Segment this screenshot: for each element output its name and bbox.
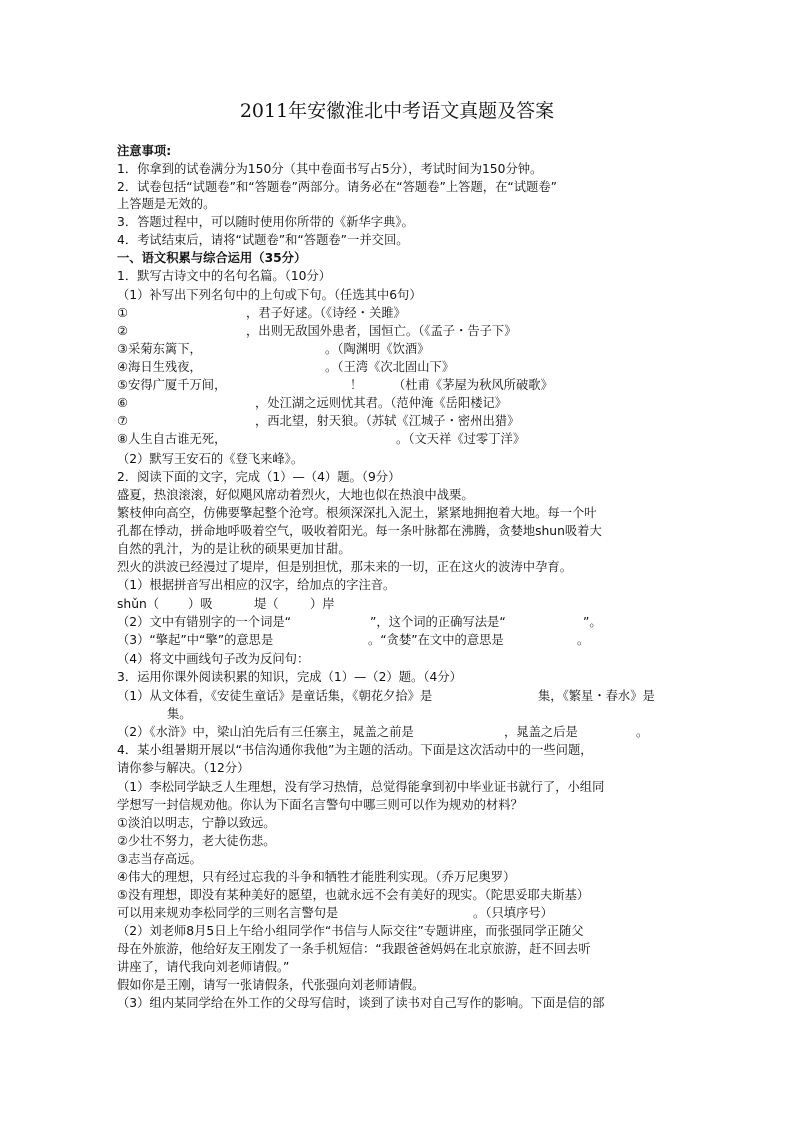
q4-s1-line: 学想写一封信规劝他。你认为下面名言警句中哪三则可以作为规劝的材料？ [117,798,523,812]
notice-item: 上答题是无效的。 [117,197,216,211]
q1-sub2: （2）默写王安石的《登飞来峰》。 [117,452,304,466]
q4-s1-line: （1）李松同学缺乏人生理想，没有学习热情，总觉得能拿到初中毕业证书就行了，小组同 [117,780,605,794]
q1-line: ③采菊东篱下， [117,342,202,356]
q1-line-mark: ！ [350,378,363,392]
q1-line: ② [117,324,129,338]
q2-sub3-c: 。 [577,633,590,647]
passage-line: 自然的乳汁，为的是让秋的硕果更加甘甜。 [117,542,351,556]
q4-s2-line: 假如你是王刚，请写一张请假条，代张强向刘老师请假。 [117,978,425,992]
pinyin-a: shǔn（ [117,597,160,611]
q1-line-tail: 。（王湾《次北固山下》 [325,360,455,374]
q3-sub1-b: 集，《繁星・春水》是 [538,689,655,703]
q3-sub2-c: 。 [636,725,649,739]
passage-line: 孔都在悸动，拼命地呼吸着空气，吸收着阳光。每一条叶脉都在沸腾，贪婪地shun吸着大 [117,524,602,538]
q1-line-tail: ，君子好逑。（《诗经・关雎》 [246,306,406,320]
q4-s2-line: （2）刘老师8月5日上午给小组同学作“书信与人际交往”专题讲座，而张强同学正随父 [117,924,584,938]
q1-line-tail: 。（陶渊明《饮酒》 [325,342,430,356]
q2-sub3-a: （3）“擎起”中“擎”的意思是 [117,633,274,647]
pinyin-b: ）吸 [188,597,213,611]
notice-item: 2．试卷包括“试题卷”和“答题卷”两部分。请务必在“答题卷”上答题，在“试题卷” [117,180,557,194]
q4-answer-a: 可以用来规劝李松同学的三则名言警句是 [117,906,339,920]
motto-item: ⑤没有理想，即没有某种美好的愿望，也就永远不会有美好的现实。（陀思妥耶夫斯基） [117,888,590,902]
q2-heading: 2．阅读下面的文字，完成（1）—（4）题。（9分） [117,470,401,484]
q1-sub1: （1）补写出下列名句中的上句或下句。（任选其中6句） [117,288,422,302]
q2-sub3-b: 。“贪婪”在文中的意思是 [368,633,504,647]
q2-sub2-c: ”。 [583,615,602,629]
passage-line: 烈火的洪波已经漫过了堤岸，但是别担忧，那未来的一切，正在这火的波涛中孕育。 [117,560,572,574]
q4-answer-b: 。（只填序号） [473,906,553,920]
q2-sub1: （1）根据拼音写出相应的汉字，给加点的字注音。 [117,578,396,592]
q3-sub1-cont: 集。 [167,707,192,721]
q1-line-tail: ，西北望，射天狼。（苏轼《江城子・密州出猎》 [255,414,520,428]
pinyin-c: 堤（ [254,597,279,611]
motto-item: ④伟大的理想，只有经过忘我的斗争和牺牲才能胜利实现。（乔万尼奥罗） [117,870,516,884]
q4-heading: 4．某小组暑期开展以“书信沟通你我他”为主题的活动。下面是这次活动中的一些问题， [117,743,593,757]
q3-sub2-b: ，晁盖之后是 [504,725,578,739]
q2-sub4: （4）将文中画线句子改为反问句： [117,652,310,666]
q1-line-tail: 。（文天祥《过零丁洋》 [396,432,526,446]
q1-line: ⑤安得广厦千万间， [117,378,227,392]
q2-sub2-a: （2）文中有错别字的一个词是“ [117,615,292,629]
notice-item: 3．答题过程中，可以随时使用你所带的《新华字典》。 [117,215,414,229]
q1-line-tail: ，处江湖之远则忧其君。（范仲淹《岳阳楼记》 [255,396,508,410]
q4-s3-line: （3）组内某同学给在外工作的父母写信时，谈到了读书对自己写作的影响。下面是信的部 [117,996,605,1010]
q3-sub1-a: （1）从文体看，《安徒生童话》是童话集，《朝花夕拾》是 [117,689,433,703]
q1-line: ⑧人生自古谁无死， [117,432,227,446]
q3-sub2-a: （2）《水浒》中，梁山泊先后有三任寨主，晁盖之前是 [117,725,414,739]
q2-sub2-b: ”，这个词的正确写法是“ [370,615,506,629]
notice-item: 1．你拿到的试卷满分为150分（其中卷面书写占5分），考试时间为150分钟。 [117,162,543,176]
passage-line: 繁枝伸向高空，仿佛要擎起整个沧穹。根须深深扎入泥土，紧紧地拥抱着大地。每一个叶 [117,506,597,520]
notice-heading: 注意事项: [117,144,172,158]
notice-item: 4．考试结束后，请将“试题卷”和“答题卷”一并交回。 [117,233,409,247]
q3-heading: 3．运用你课外阅读积累的知识，完成（1）—（2）题。（4分） [117,670,462,684]
q4-s2-line: 母在外旅游，他给好友王刚发了一条手机短信：“我跟爸爸妈妈在北京旅游，赶不回去听 [117,942,591,956]
q1-line-tail: （杜甫《茅屋为秋风所破歌》 [393,378,553,392]
q1-line: ⑥ [117,396,129,410]
passage-line: 盛夏，热浪滚滚，好似飓风席动着烈火，大地也似在热浪中战栗。 [117,488,474,502]
q1-line-tail: ，出则无敌国外患者，国恒亡。（《孟子・告子下》 [246,324,517,338]
q1-line: ① [117,306,129,320]
page-title: 2011年安徽淮北中考语文真题及答案 [239,100,555,122]
q1-line: ④海日生残夜， [117,360,202,374]
q1-line: ⑦ [117,414,129,428]
q4-heading-cont: 请你参与解决。（12分） [117,761,250,775]
q4-s2-line: 讲座了，请代我向刘老师请假。” [117,960,290,974]
pinyin-d: ）岸 [310,597,335,611]
motto-item: ①淡泊以明志，宁静以致远。 [117,816,276,830]
section-heading: 一、语文积累与综合运用（35分） [117,251,307,265]
q1-heading: 1．默写古诗文中的名句名篇。（10分） [117,269,332,283]
motto-item: ②少壮不努力，老大徒伤悲。 [117,834,276,848]
motto-item: ③志当存高远。 [117,852,202,866]
